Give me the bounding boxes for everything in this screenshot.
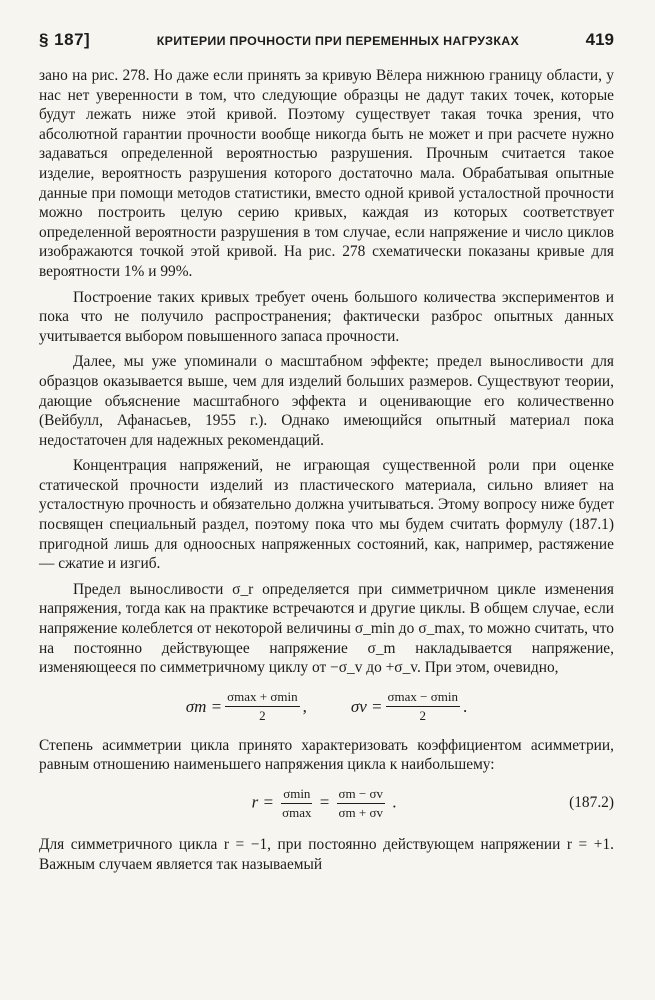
- fraction: [281, 786, 312, 821]
- chapter-title: КРИТЕРИИ ПРОЧНОСТИ ПРИ ПЕРЕМЕННЫХ НАГРУЗКАХ: [156, 34, 520, 48]
- denominator: 2: [419, 708, 426, 724]
- paragraph: Предел выносливости σ_r определяется при симметричном цикле изменения напряжения, тогда как на практике встречаются и другие циклы. В общем случае, если напряжение колеблется от некоторой величины σ_min до σ_max, то можно считать, что на постоянно действующее напряжение σ_m накладывается напряжение, изменяющееся по симметричному циклу от −σ_v до +σ_v. При этом, очевидно,: [39, 580, 614, 677]
- body-text: [39, 66, 614, 874]
- denominator: σm + σv: [338, 804, 383, 820]
- formula-end: .: [462, 696, 468, 716]
- equals-sign: =: [319, 791, 330, 811]
- page-number: 419: [585, 30, 614, 49]
- denominator: 2: [259, 708, 266, 724]
- formula-body: [39, 786, 569, 821]
- denominator: σmax: [282, 804, 312, 820]
- formula-lhs: r =: [251, 791, 274, 811]
- fraction: [225, 689, 299, 724]
- paragraph: Построение таких кривых требует очень большого количества экспериментов и пока что не получило распространения; фактически разброс опытных данных учитывается выбором повышенного запаса прочности.: [39, 288, 614, 345]
- numerator: σm − σv: [337, 786, 385, 804]
- formula-lhs: σv =: [350, 696, 383, 716]
- numerator: σmax + σmin: [225, 689, 299, 707]
- formula-asymmetry: [39, 781, 614, 825]
- formula-end: .: [392, 791, 397, 811]
- numerator: σmin: [281, 786, 312, 804]
- paragraph: Далее, мы уже упоминали о масштабном эффекте; предел выносливости для образцов оказывается выше, чем для изделий больших размеров. Существуют теории, дающие объяснение масштабного эффекта и оценивающие его количественно (Вейбулл, Афанасьев, 1955 г.). Однако имеющийся опытный материал пока недостаточен для надежных рекомендаций.: [39, 353, 614, 449]
- section-ref: § 187]: [39, 30, 91, 49]
- fraction: [337, 786, 385, 821]
- paragraph: Степень асимметрии цикла принято характеризовать коэффициентом асимметрии, равным отношению наименьшего напряжения цикла к наибольшему:: [39, 736, 614, 774]
- numerator: σmax − σmin: [386, 689, 460, 707]
- paragraph: зано на рис. 278. Но даже если принять за кривую Вёлера нижнюю границу области, у нас нет уверенности в том, что следующие образцы не дадут таких точек, которые будут лежать ниже этой кривой. Поэтому существует такая точка зрения, что абсолютной гарантии прочности вообще никогда быть не может и при расчете нужно задаваться определенной вероятностью разрушения. Прочным считается такое изделие, вероятность разрушения которого достаточно мала. Обрабатывая опытные данные при помощи методов статистики, вместо одной кривой усталостной прочности можно построить целую серию кривых, каждая из которых соответствует определенной вероятности разрушения в том случае, если напряжение и число циклов изображаются точкой этой кривой. На рис. 278 схематически показаны кривые для вероятности 1% и 99%.: [39, 67, 614, 280]
- formula-mean-amplitude: [39, 685, 614, 729]
- paragraph: Концентрация напряжений, не играющая существенной роли при оценке статической прочности изделий из пластического материала, сильно влияет на усталостную прочность и обязательно должна учитываться. Этому вопросу ниже будет посвящен специальный раздел, поэтому пока что мы будем считать формулу (187.1) пригодной лишь для одноосных напряженных состояний, как, например, растяжение — сжатие и изгиб.: [39, 457, 614, 573]
- running-header: [39, 30, 614, 66]
- formula-lhs: σm =: [185, 696, 223, 716]
- paragraph: Для симметричного цикла r = −1, при постоянно действующем напряжении r = +1. Важным случаем является так называемый: [39, 836, 614, 873]
- equation-number: (187.2): [569, 794, 614, 811]
- separator: ,: [302, 696, 307, 716]
- fraction: [386, 689, 460, 724]
